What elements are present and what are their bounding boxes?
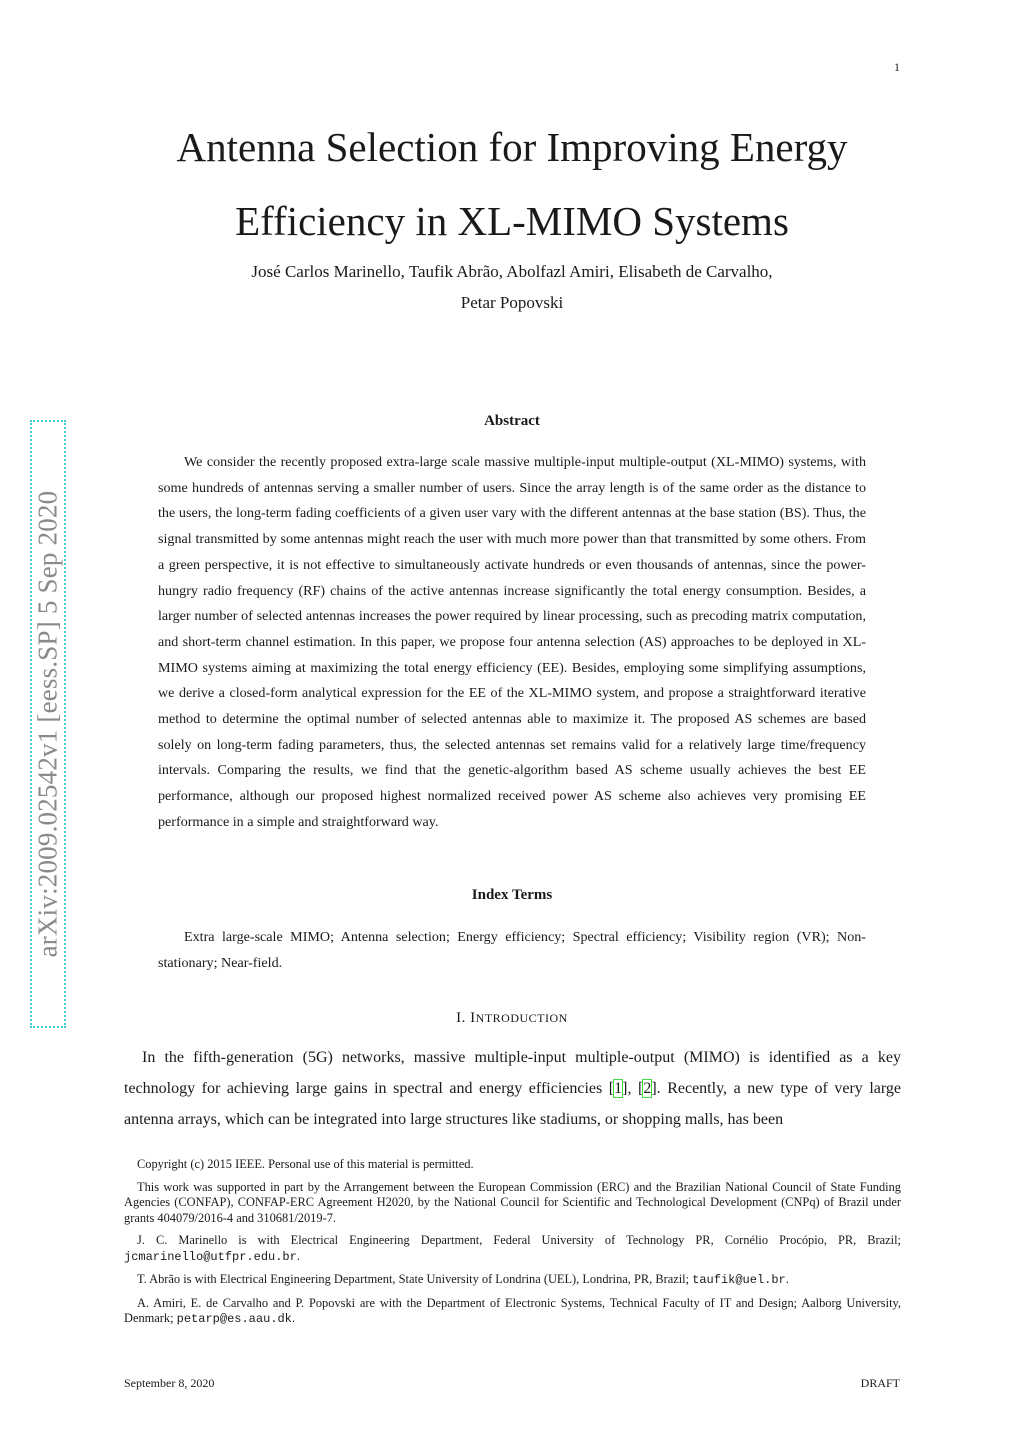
footnote-abrao: T. Abrão is with Electrical Engineering Department, State University of Londrina (UEL), Londrina, PR, Brazil; taufik@uel.br. [137,1272,789,1287]
section-title-rest: NTRODUCTION [475,1011,568,1025]
page-number: 1 [894,60,900,74]
title-line-1: Antenna Selection for Improving Energy [176,124,848,170]
arxiv-stamp[interactable] [30,420,66,1028]
introduction-paragraph: In the fifth-generation (5G) networks, massive multiple-input multiple-output (MIMO) is identified as a key technology for achieving large gains in spectral and energy efficiencies [1], [2]. Recently, a new type of very large antenna arrays, which can be integrated into large structures like stadiums, or shopping malls, has been [124,1049,902,1128]
footnote-copyright: Copyright (c) 2015 IEEE. Personal use of this material is permitted. [137,1157,474,1171]
footnote-funding: This work was supported in part by the Arrangement between the European Commission (ERC) and the Brazilian National Council of State Funding Agencies (CONFAP), CONFAP-ERC Agreement H2020, by the National Council for Scientific and Technological Development (CNPq) of Brazil under grants 404079/2016-4 and 310681/2019-7. [124,1179,901,1225]
title-line-2: Efficiency in XL-MIMO Systems [235,198,789,244]
popovski-email[interactable]: petarp@es.aau.dk [176,1312,292,1326]
authors-line-1: José Carlos Marinello, Taufik Abrão, Abolfazl Amiri, Elisabeth de Carvalho, [251,262,773,281]
footer-date: September 8, 2020 [124,1376,215,1390]
abstract-body: We consider the recently proposed extra-large scale massive multiple-input multiple-output (XL-MIMO) systems, with some hundreds of antennas serving a smaller number of users. Since the array length is of the same order as the distance to the users, the long-term fading coefficients of a given user vary with the different antennas at the base station (BS). Thus, the signal transmitted by some antennas might reach the user with much more power than that transmitted by some others. From a green perspective, it is not effective to simultaneously activate hundreds or even thousands of antennas, since the power-hungry radio frequency (RF) chains of the active antennas increase significantly the total energy consumption. Besides, a larger number of selected antennas increases the power required by linear processing, such as precoding matrix computation, and short-term channel estimation. In this paper, we propose four antenna selection (AS) approaches to be deployed in XL-MIMO systems aiming at maximizing the total energy efficiency (EE). Besides, employing some simplifying assumptions, we derive a closed-form analytical expression for the EE of the XL-MIMO system, and propose a straightforward iterative method to determine the optimal number of selected antennas able to maximize it. The proposed AS schemes are based solely on long-term fading parameters, thus, the selected antennas set remains valid for a relatively large time/frequency intervals. Comparing the results, we find that the genetic-algorithm based AS scheme usually achieves the best EE performance, although our proposed highest normalized received power AS scheme also achieves very promising EE performance in a simple and straightforward way. [158,454,866,830]
marinello-email[interactable]: jcmarinello@utfpr.edu.br [124,1249,297,1264]
intro-text-part-1: In the fifth-generation (5G) networks, massive multiple-input multiple-output (MIMO) is identified as a key technology for achieving large gains in spectral and energy efficiencies [124,1049,901,1097]
author-list [0,256,1024,318]
index-terms-body: Extra large-scale MIMO; Antenna selection; Energy efficiency; Spectral efficiency; Visibility region (VR); Non-stationary; Near-field. [158,929,866,971]
intro-text-part-2: . Recently, a new type of very large antenna arrays, which can be integrated into large structures like stadiums, or shopping malls, has been [124,1080,902,1128]
footer-draft-label: DRAFT [860,1376,900,1390]
index-terms-heading: Index Terms [471,887,553,903]
citation-link-1[interactable]: 1 [614,1080,623,1097]
arxiv-identifier: arXiv:2009.02542v1 [eess.SP] 5 Sep 2020 [32,490,63,958]
aalborg-affiliation: A. Amiri, E. de Carvalho and P. Popovski are with the Department of Electronic Systems, Technical Faculty of IT and Design; Aalborg University, Denmark; [124,1295,901,1325]
footnotes [124,1157,901,1335]
section-heading-introduction [0,1010,1024,1027]
abrao-email[interactable]: taufik@uel.br [692,1273,786,1287]
marinello-affiliation: J. C. Marinello is with Electrical Engineering Department, Federal University of Technology PR, Cornélio Procópio, PR, Brazil; [137,1233,901,1247]
abstract-heading: Abstract [484,413,540,429]
footnote-aalborg: A. Amiri, E. de Carvalho and P. Popovski are with the Department of Electronic Systems, Technical Faculty of IT and Design; Aalborg University, Denmark; petarp@es.aau.dk. [124,1295,901,1326]
authors-line-2: Petar Popovski [460,293,564,312]
section-title-initial: I [470,1010,476,1026]
footnote-marinello: J. C. Marinello is with Electrical Engineering Department, Federal University of Technology PR, Cornélio Procópio, PR, Brazil; jcmarinello@utfpr.edu.br. [124,1233,901,1264]
section-number: I. [456,1010,466,1026]
abrao-affiliation: T. Abrão is with Electrical Engineering Department, State University of Londrina (UEL), Londrina, PR, Brazil; [137,1272,693,1286]
citation-link-2[interactable]: 2 [643,1080,652,1097]
paper-title [0,110,1024,258]
